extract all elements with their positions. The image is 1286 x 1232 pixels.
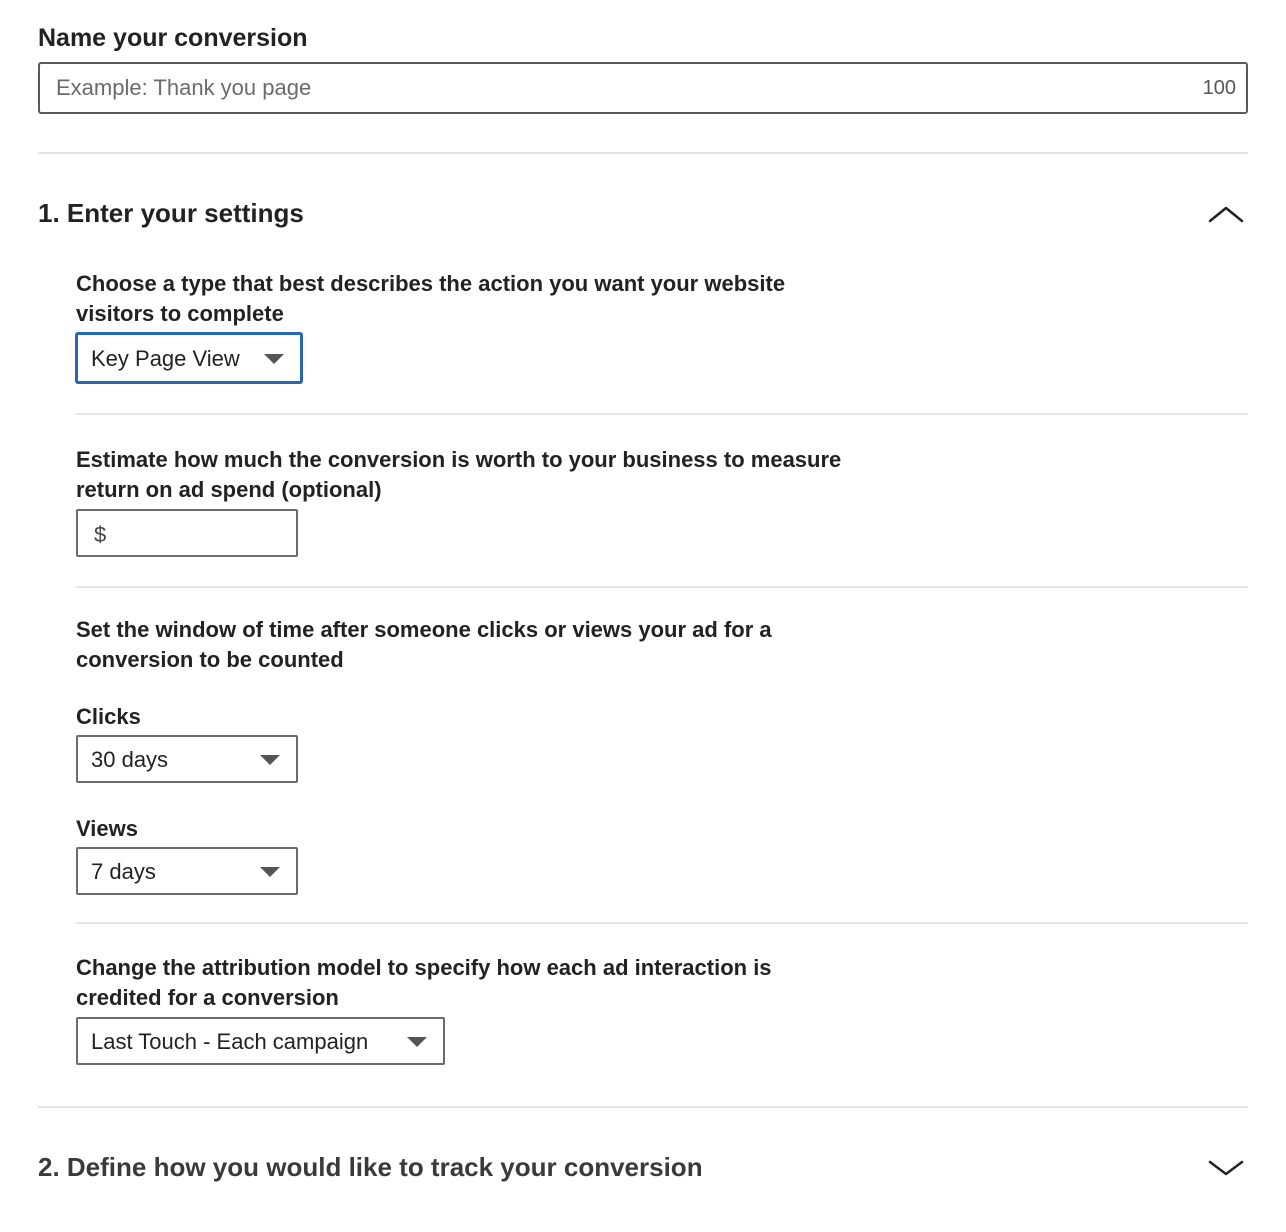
name-conversion-field-wrapper [38,62,1248,114]
clicks-label: Clicks [76,704,141,729]
char-count: 100 [1202,77,1236,99]
views-label: Views [76,816,138,841]
section-2-title[interactable]: 2. Define how you would like to track your conversion [38,1152,703,1182]
views-window-select[interactable] [76,847,298,895]
caret-down-icon [407,1037,427,1047]
name-conversion-input[interactable] [40,64,1156,112]
conversion-value-label: Estimate how much the conversion is worth to your business to measure return on ad spend (optional) [76,447,842,502]
divider [76,586,1248,588]
conversion-type-select[interactable] [76,333,302,383]
conversion-window-label: Set the window of time after someone clicks or views your ad for a conversion to be counted [76,617,772,672]
conversion-value-field-wrapper [76,509,298,557]
attribution-model-value: Last Touch - Each campaign [91,1029,369,1054]
views-window-value: 7 days [91,859,156,884]
caret-down-icon [260,867,280,877]
attribution-model-select[interactable] [76,1017,445,1065]
divider [38,152,1248,154]
caret-down-icon [264,354,284,364]
attribution-model-label: Change the attribution model to specify how each ad interaction is credited for a conversion [76,955,772,1010]
conversion-type-value: Key Page View [91,346,240,371]
chevron-down-icon[interactable] [1208,1158,1244,1178]
divider [76,413,1248,415]
caret-down-icon [260,755,280,765]
currency-symbol: $ [94,522,107,547]
clicks-window-value: 30 days [91,747,169,772]
conversion-type-label: Choose a type that best describes the action you want your website visitors to complete [76,271,786,326]
chevron-up-icon[interactable] [1208,204,1244,224]
divider [38,1106,1248,1108]
section-1-title[interactable]: 1. Enter your settings [38,198,304,228]
name-conversion-label: Name your conversion [38,24,308,52]
conversion-value-input[interactable] [114,511,288,557]
clicks-window-select[interactable] [76,735,298,783]
divider [76,922,1248,924]
